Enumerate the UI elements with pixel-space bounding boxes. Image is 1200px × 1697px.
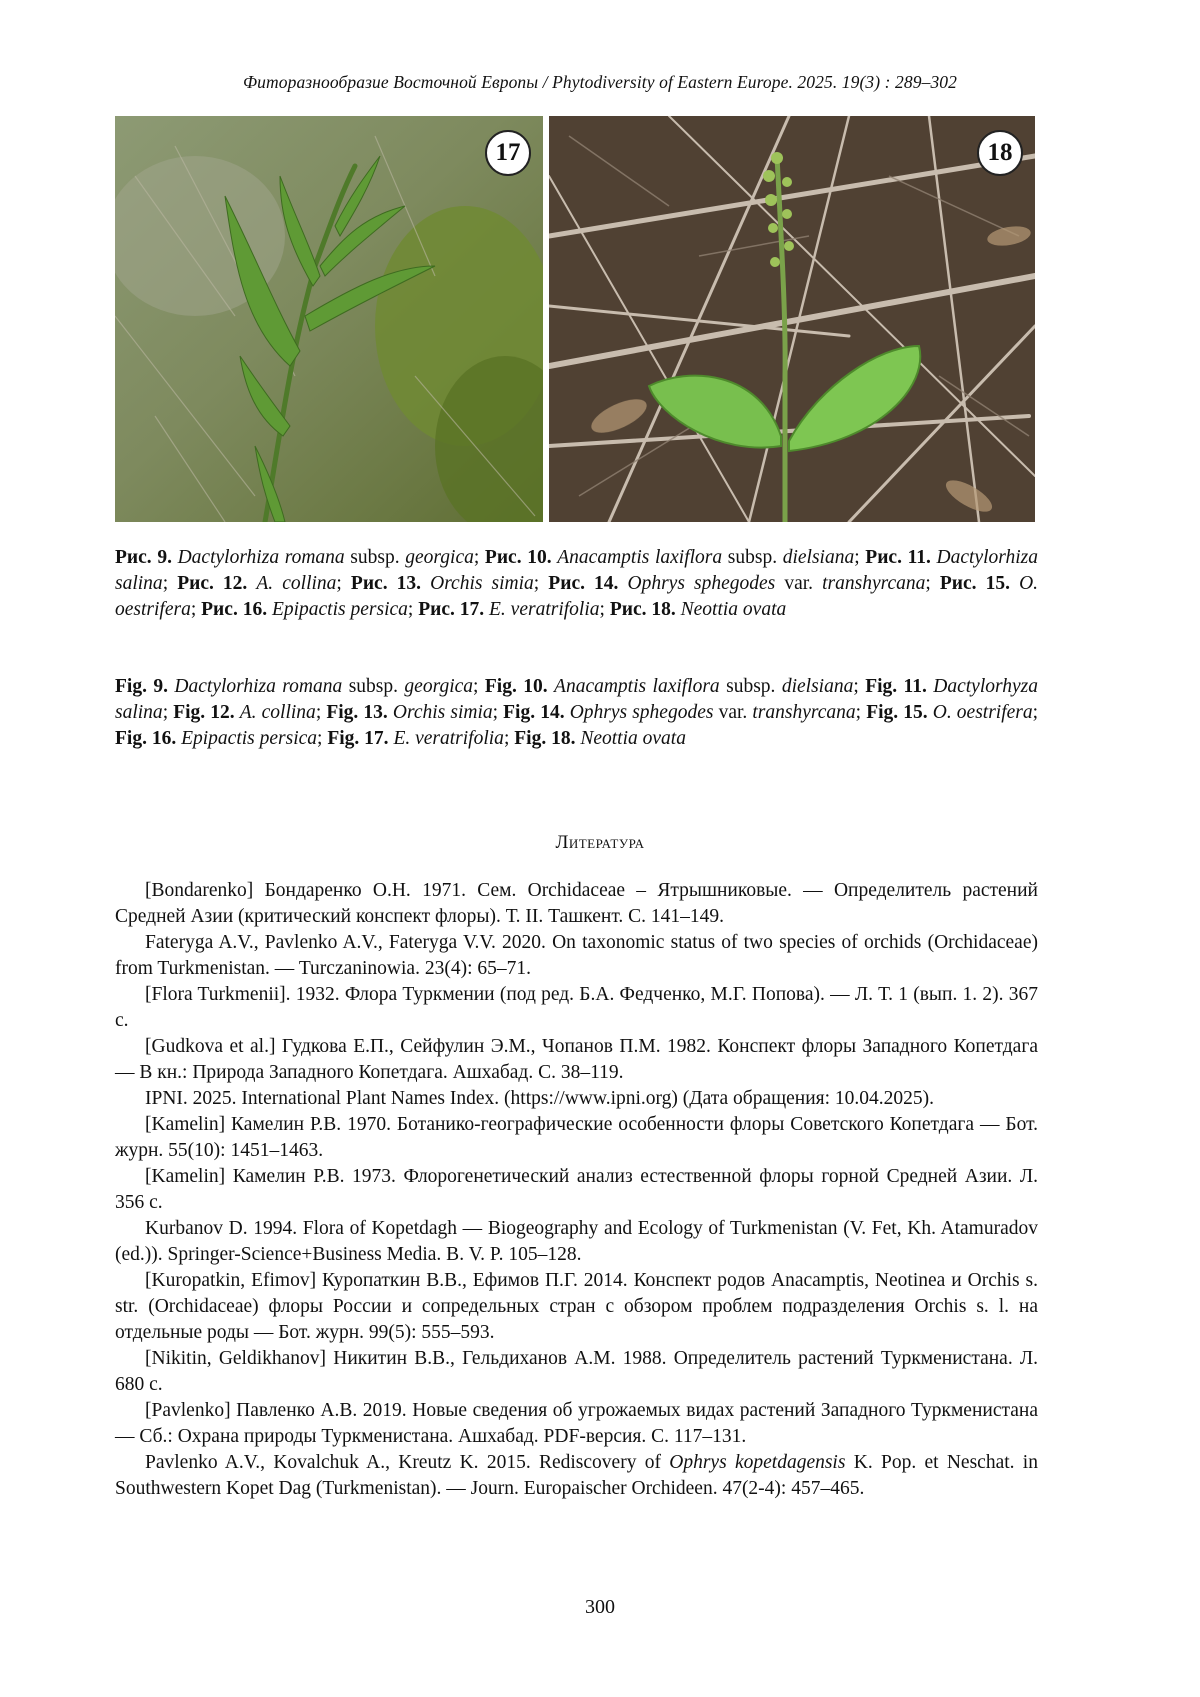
caption-taxon-name: Dactylorhiza romana: [174, 676, 342, 697]
reference-text: [Gudkova et al.] Гудкова Е.П., Сейфулин Э.М., Чопанов П.М. 1982. Конспект флоры Западного Копетдага — В кн.: Природа Западного Копетдага. Ашхабад. С. 38–119.: [115, 1036, 1038, 1083]
caption-figure-label: Рис. 15.: [940, 573, 1010, 594]
figure-panel: [115, 116, 1035, 522]
caption-figure-label: Fig. 10.: [485, 676, 548, 697]
reference-entry: [115, 1164, 1038, 1216]
caption-figure-label: Fig. 9.: [115, 676, 168, 697]
caption-figure-label: Fig. 15.: [866, 702, 927, 723]
reference-text: [Kamelin] Камелин Р.В. 1970. Ботанико-географические особенности флоры Советского Копетдага — Бот. журн. 55(10): 1451–1463.: [115, 1114, 1038, 1161]
caption-taxon-rank: subsp.: [349, 676, 398, 697]
caption-taxon-name: Orchis simia: [393, 702, 493, 723]
reference-entry: [115, 1034, 1038, 1086]
reference-list: [115, 878, 1038, 1502]
photo-figure-18: [549, 116, 1035, 522]
caption-taxon-name: E. veratrifolia: [393, 728, 504, 749]
reference-entry: [115, 1086, 1038, 1112]
journal-header: Фиторазнообразие Восточной Европы / Phytodiversity of Eastern Europe. 2025. 19(3) : 289–302: [0, 72, 1200, 93]
reference-entry: [115, 930, 1038, 982]
caption-taxon-rank: var.: [784, 573, 813, 594]
reference-text: Pavlenko A.V., Kovalchuk A., Kreutz K. 2015. Rediscovery of: [145, 1452, 669, 1473]
reference-entry: [115, 1450, 1038, 1502]
caption-taxon-name: Orchis simia: [430, 573, 534, 594]
caption-taxon-rank: subsp.: [350, 547, 399, 568]
caption-figure-label: Рис. 9.: [115, 547, 172, 568]
caption-taxon-name: Neottia ovata: [580, 728, 686, 749]
caption-infraspecific-name: transhyrcana: [822, 573, 925, 594]
caption-figure-label: Рис. 10.: [485, 547, 552, 568]
caption-figure-label: Fig. 11.: [865, 676, 927, 697]
reference-text: IPNI. 2025. International Plant Names Index. (https://www.ipni.org) (Дата обращения: 10.04.2025).: [145, 1088, 934, 1109]
reference-text: Kurbanov D. 1994. Flora of Kopetdagh — Biogeography and Ecology of Turkmenistan (V. Fet, Kh. Atamuradov (ed.)). Springer-Science+Business Media. B. V. P. 105–128.: [115, 1218, 1038, 1265]
caption-figure-label: Рис. 18.: [610, 599, 676, 620]
reference-text: [Nikitin, Geldikhanov] Никитин В.В., Гельдиханов А.М. 1988. Определитель растений Туркменистана. Л. 680 с.: [115, 1348, 1038, 1395]
caption-figure-label: Рис. 11.: [865, 547, 931, 568]
caption-taxon-rank: subsp.: [728, 547, 777, 568]
caption-taxon-name: Ophrys sphegodes: [570, 702, 714, 723]
figure-number-badge-17: 17: [485, 130, 531, 176]
reference-entry: [115, 982, 1038, 1034]
reference-text: [Pavlenko] Павленко А.В. 2019. Новые сведения об угрожаемых видах растений Западного Туркменистана — Сб.: Охрана природы Туркменистана. Ашхабад. PDF-версия. С. 117–131.: [115, 1400, 1038, 1447]
caption-infraspecific-name: georgica: [404, 676, 473, 697]
caption-infraspecific-name: dielsiana: [782, 676, 854, 697]
reference-entry: [115, 1268, 1038, 1346]
page-number: 300: [0, 1596, 1200, 1619]
caption-taxon-name: O. oestrifera: [115, 573, 1038, 620]
caption-infraspecific-name: transhyrcana: [752, 702, 855, 723]
caption-taxon-name: O. oestrifera: [933, 702, 1033, 723]
caption-taxon-name: Anacamptis laxiflora: [554, 676, 720, 697]
reference-entry: [115, 878, 1038, 930]
caption-taxon-name: Anacamptis laxiflora: [557, 547, 722, 568]
caption-figure-label: Fig. 14.: [503, 702, 564, 723]
caption-figure-label: Fig. 17.: [327, 728, 388, 749]
reference-text: Fateryga A.V., Pavlenko A.V., Fateryga V.V. 2020. On taxonomic status of two species of orchids (Orchidaceae) from Turkmenistan. — Turczaninowia. 23(4): 65–71.: [115, 932, 1038, 979]
caption-figure-label: Рис. 16.: [201, 599, 267, 620]
caption-figure-label: Рис. 17.: [418, 599, 484, 620]
literature-heading: Литература: [0, 832, 1200, 854]
caption-figure-label: Fig. 12.: [173, 702, 234, 723]
figure-caption-english: Fig. 9. Dactylorhiza romana subsp. georgica; Fig. 10. Anacamptis laxiflora subsp. dielsiana; Fig. 11. Dactylorhyza salina; Fig. 12. A. collina; Fig. 13. Orchis simia; Fig. 14. Ophrys sphegodes var. transhyrcana; Fig. 15. O. oestrifera; Fig. 16. Epipactis persica; Fig. 17. E. veratrifolia; Fig. 18. Neottia ovata: [115, 674, 1038, 752]
caption-infraspecific-name: georgica: [405, 547, 474, 568]
reference-text: [Kamelin] Камелин Р.В. 1973. Флорогенетический анализ естественной флоры горной Средней Азии. Л. 356 с.: [115, 1166, 1038, 1213]
reference-entry: [115, 1216, 1038, 1268]
caption-infraspecific-name: dielsiana: [783, 547, 855, 568]
caption-taxon-name: Epipactis persica: [181, 728, 317, 749]
photo-figure-17: [115, 116, 543, 522]
caption-taxon-rank: var.: [719, 702, 748, 723]
reference-text: [Flora Turkmenii]. 1932. Флора Туркмении (под ред. Б.А. Федченко, М.Г. Попова). — Л. Т. 1 (вып. 1. 2). 367 с.: [115, 984, 1038, 1031]
caption-figure-label: Fig. 13.: [326, 702, 387, 723]
caption-figure-label: Рис. 14.: [548, 573, 618, 594]
reference-italic-taxon: Ophrys kopetdagensis: [669, 1452, 845, 1473]
photo-17-illustration: [115, 116, 543, 522]
caption-taxon-name: A. collina: [256, 573, 336, 594]
caption-figure-label: Рис. 13.: [351, 573, 421, 594]
figure-number-badge-18: 18: [977, 130, 1023, 176]
caption-taxon-name: Epipactis persica: [272, 599, 408, 620]
caption-figure-label: Fig. 18.: [514, 728, 575, 749]
reference-text: [Kuropatkin, Efimov] Куропаткин В.В., Ефимов П.Г. 2014. Конспект родов Anacamptis, Neotinea и Orchis s. str. (Orchidaceae) флоры России и сопредельных стран с обзором проблем подразделения Orchis s. l. на отдельные роды — Бот. журн. 99(5): 555–593.: [115, 1270, 1038, 1343]
reference-entry: [115, 1346, 1038, 1398]
caption-figure-label: Fig. 16.: [115, 728, 176, 749]
caption-taxon-name: Neottia ovata: [681, 599, 787, 620]
caption-taxon-rank: subsp.: [726, 676, 775, 697]
reference-entry: [115, 1398, 1038, 1450]
caption-taxon-name: Dactylorhiza salina: [115, 547, 1038, 594]
reference-entry: [115, 1112, 1038, 1164]
caption-taxon-name: E. veratrifolia: [489, 599, 600, 620]
caption-taxon-name: A. collina: [240, 702, 316, 723]
reference-text: K. Pop. et Neschat. in Southwestern Kopet Dag (Turkmenistan). — Journ. Europaischer Orchideen. 47(2-4): 457–465.: [115, 1452, 1038, 1499]
caption-taxon-name: Ophrys sphegodes: [628, 573, 776, 594]
caption-taxon-name: Dactylorhyza salina: [115, 676, 1038, 723]
reference-text: [Bondarenko] Бондаренко О.Н. 1971. Сем. Orchidaceae – Ятрышниковые. — Определитель растений Средней Азии (критический конспект флоры). Т. II. Ташкент. С. 141–149.: [115, 880, 1038, 927]
caption-taxon-name: Dactylorhiza romana: [178, 547, 345, 568]
photo-18-illustration: [549, 116, 1035, 522]
caption-figure-label: Рис. 12.: [177, 573, 247, 594]
figure-caption-russian: Рис. 9. Dactylorhiza romana subsp. georgica; Рис. 10. Anacamptis laxiflora subsp. dielsiana; Рис. 11. Dactylorhiza salina; Рис. 12. A. collina; Рис. 13. Orchis simia; Рис. 14. Ophrys sphegodes var. transhyrcana; Рис. 15. O. oestrifera; Рис. 16. Epipactis persica; Рис. 17. E. veratrifolia; Рис. 18. Neottia ovata: [115, 545, 1038, 623]
